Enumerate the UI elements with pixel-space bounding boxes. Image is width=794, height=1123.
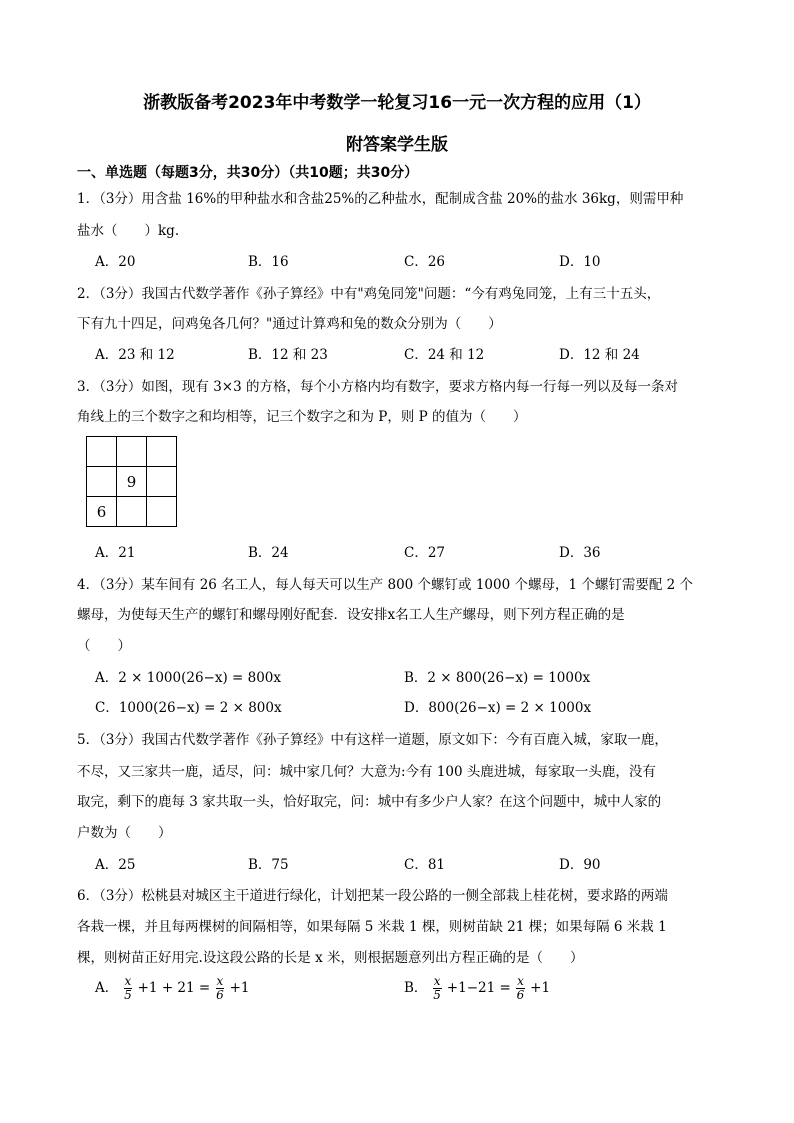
- document-subtitle: 附答案学生版: [346, 135, 448, 155]
- q1-line-1: 1．（3分）用含盐 16%的甲种盐水和含盐25%的乙种盐水，配制成含盐 20%的盐水 36kg，则需甲种: [77, 191, 684, 207]
- section-heading: 一、单选题（每题3分，共30分）（共10题；共30分）: [77, 165, 419, 181]
- grid-cell: [87, 437, 117, 467]
- fraction: [433, 975, 442, 1002]
- q1-option-a: A．20: [95, 254, 136, 270]
- grid-cell: [147, 497, 177, 527]
- equation-middle: +1 + 21 =: [137, 980, 211, 996]
- q4-option-a: A．2 × 1000(26−x) = 800x: [95, 670, 282, 686]
- grid-cell: [147, 467, 177, 497]
- equation-tail: +1: [229, 980, 250, 996]
- q2-line-1: 2．（3分）我国古代数学著作《孙子算经》中有"鸡兔同笼"问题：“今有鸡兔同笼，上有三十五头，: [77, 286, 661, 302]
- q2-option-d: D．12 和 24: [559, 347, 640, 363]
- grid-cell: 6: [87, 497, 117, 527]
- q2-option-a: A．23 和 12: [95, 347, 175, 363]
- q4-option-c: C．1000(26−x) = 2 × 800x: [95, 700, 282, 716]
- q5-line-1: 5．（3分）我国古代数学著作《孙子算经》中有这样一道题，原文如下：今有百鹿入城，家取一鹿，: [77, 732, 668, 748]
- q2-line-2: 下有九十四足，问鸡兔各几何？"通过计算鸡和兔的数众分别为（ ）: [77, 316, 502, 332]
- q6-line-1: 6．（3分）松桃县对城区主干道进行绿化，计划把某一段公路的一侧全部栽上桂花树，要求路的两端: [77, 888, 668, 904]
- q1-option-d: D．10: [559, 254, 601, 270]
- q5-option-d: D．90: [559, 857, 601, 873]
- numerator: x: [216, 974, 224, 988]
- q4-option-b: B．2 × 800(26−x) = 1000x: [404, 670, 591, 686]
- q3-line-2: 角线上的三个数字之和均相等，记三个数字之和为 P，则 P 的值为（ ）: [77, 409, 527, 425]
- q3-line-1: 3．（3分）如图，现有 3×3 的方格，每个小方格内均有数字，要求方格内每一行每一列以及每一条对: [77, 379, 678, 395]
- q4-line-1: 4．（3分）某车间有 26 名工人，每人每天可以生产 800 个螺钉或 1000 个螺母，1 个螺钉需要配 2 个: [77, 577, 694, 593]
- numerator: x: [517, 974, 524, 988]
- q3-option-a: A．21: [95, 545, 136, 561]
- q5-option-a: A．25: [95, 857, 136, 873]
- q4-option-d: D．800(26−x) = 2 × 1000x: [404, 700, 592, 716]
- grid-cell: [147, 437, 177, 467]
- grid-cell: [87, 467, 117, 497]
- q5-option-c: C．81: [404, 857, 446, 873]
- q5-option-b: B．75: [248, 857, 289, 873]
- equation-tail: +1: [530, 980, 551, 996]
- denominator: 5: [433, 988, 441, 1002]
- fraction: [124, 975, 133, 1002]
- q6-line-3: 棵，则树苗正好用完.设这段公路的长是 x 米，则根据题意列出方程正确的是（ ）: [77, 950, 584, 966]
- fraction: [216, 975, 225, 1002]
- q2-option-b: B．12 和 23: [248, 347, 328, 363]
- q6-line-2: 各栽一棵，并且每两棵树的间隔相等，如果每隔 5 米栽 1 棵，则树苗缺 21 棵；如果每隔 6 米栽 1: [77, 919, 667, 935]
- q5-line-2: 不尽，又三家共一鹿，适尽，问：城中家几何？大意为:今有 100 头鹿进城，每家取一头鹿，没有: [77, 764, 656, 780]
- q3-option-b: B．24: [248, 545, 289, 561]
- fraction: [516, 975, 525, 1002]
- grid-cell: [117, 437, 147, 467]
- denominator: 5: [124, 988, 132, 1002]
- option-label: B．: [404, 980, 428, 996]
- denominator: 6: [516, 988, 525, 1002]
- q2-option-c: C．24 和 12: [404, 347, 485, 363]
- grid-cell: [117, 497, 147, 527]
- q4-line-3: （ ）: [77, 638, 131, 654]
- q4-line-2: 螺母，为使每天生产的螺钉和螺母刚好配套．设安排x名工人生产螺母，则下列方程正确的是: [77, 607, 625, 623]
- q1-option-b: B．16: [248, 254, 289, 270]
- denominator: 6: [216, 988, 224, 1002]
- magic-square-grid: [86, 436, 177, 527]
- q6-option-b: [404, 975, 550, 1002]
- q5-line-4: 户数为（ ）: [77, 825, 172, 841]
- q3-option-c: C．27: [404, 545, 446, 561]
- document-title: 浙教版备考2023年中考数学一轮复习16一元一次方程的应用（1）: [143, 93, 651, 113]
- numerator: x: [124, 974, 132, 988]
- q6-option-a: [95, 975, 249, 1002]
- q3-option-d: D．36: [559, 545, 601, 561]
- equation-middle: +1−21 =: [446, 980, 511, 996]
- option-label: A．: [95, 980, 119, 996]
- q1-option-c: C．26: [404, 254, 446, 270]
- grid-cell: 9: [117, 467, 147, 497]
- numerator: x: [433, 974, 441, 988]
- q1-line-2: 盐水（ ）kg.: [77, 223, 180, 239]
- q5-line-3: 取完，剩下的鹿每 3 家共取一头，恰好取完，问：城中有多少户人家？在这个问题中，城中人家的: [77, 794, 662, 810]
